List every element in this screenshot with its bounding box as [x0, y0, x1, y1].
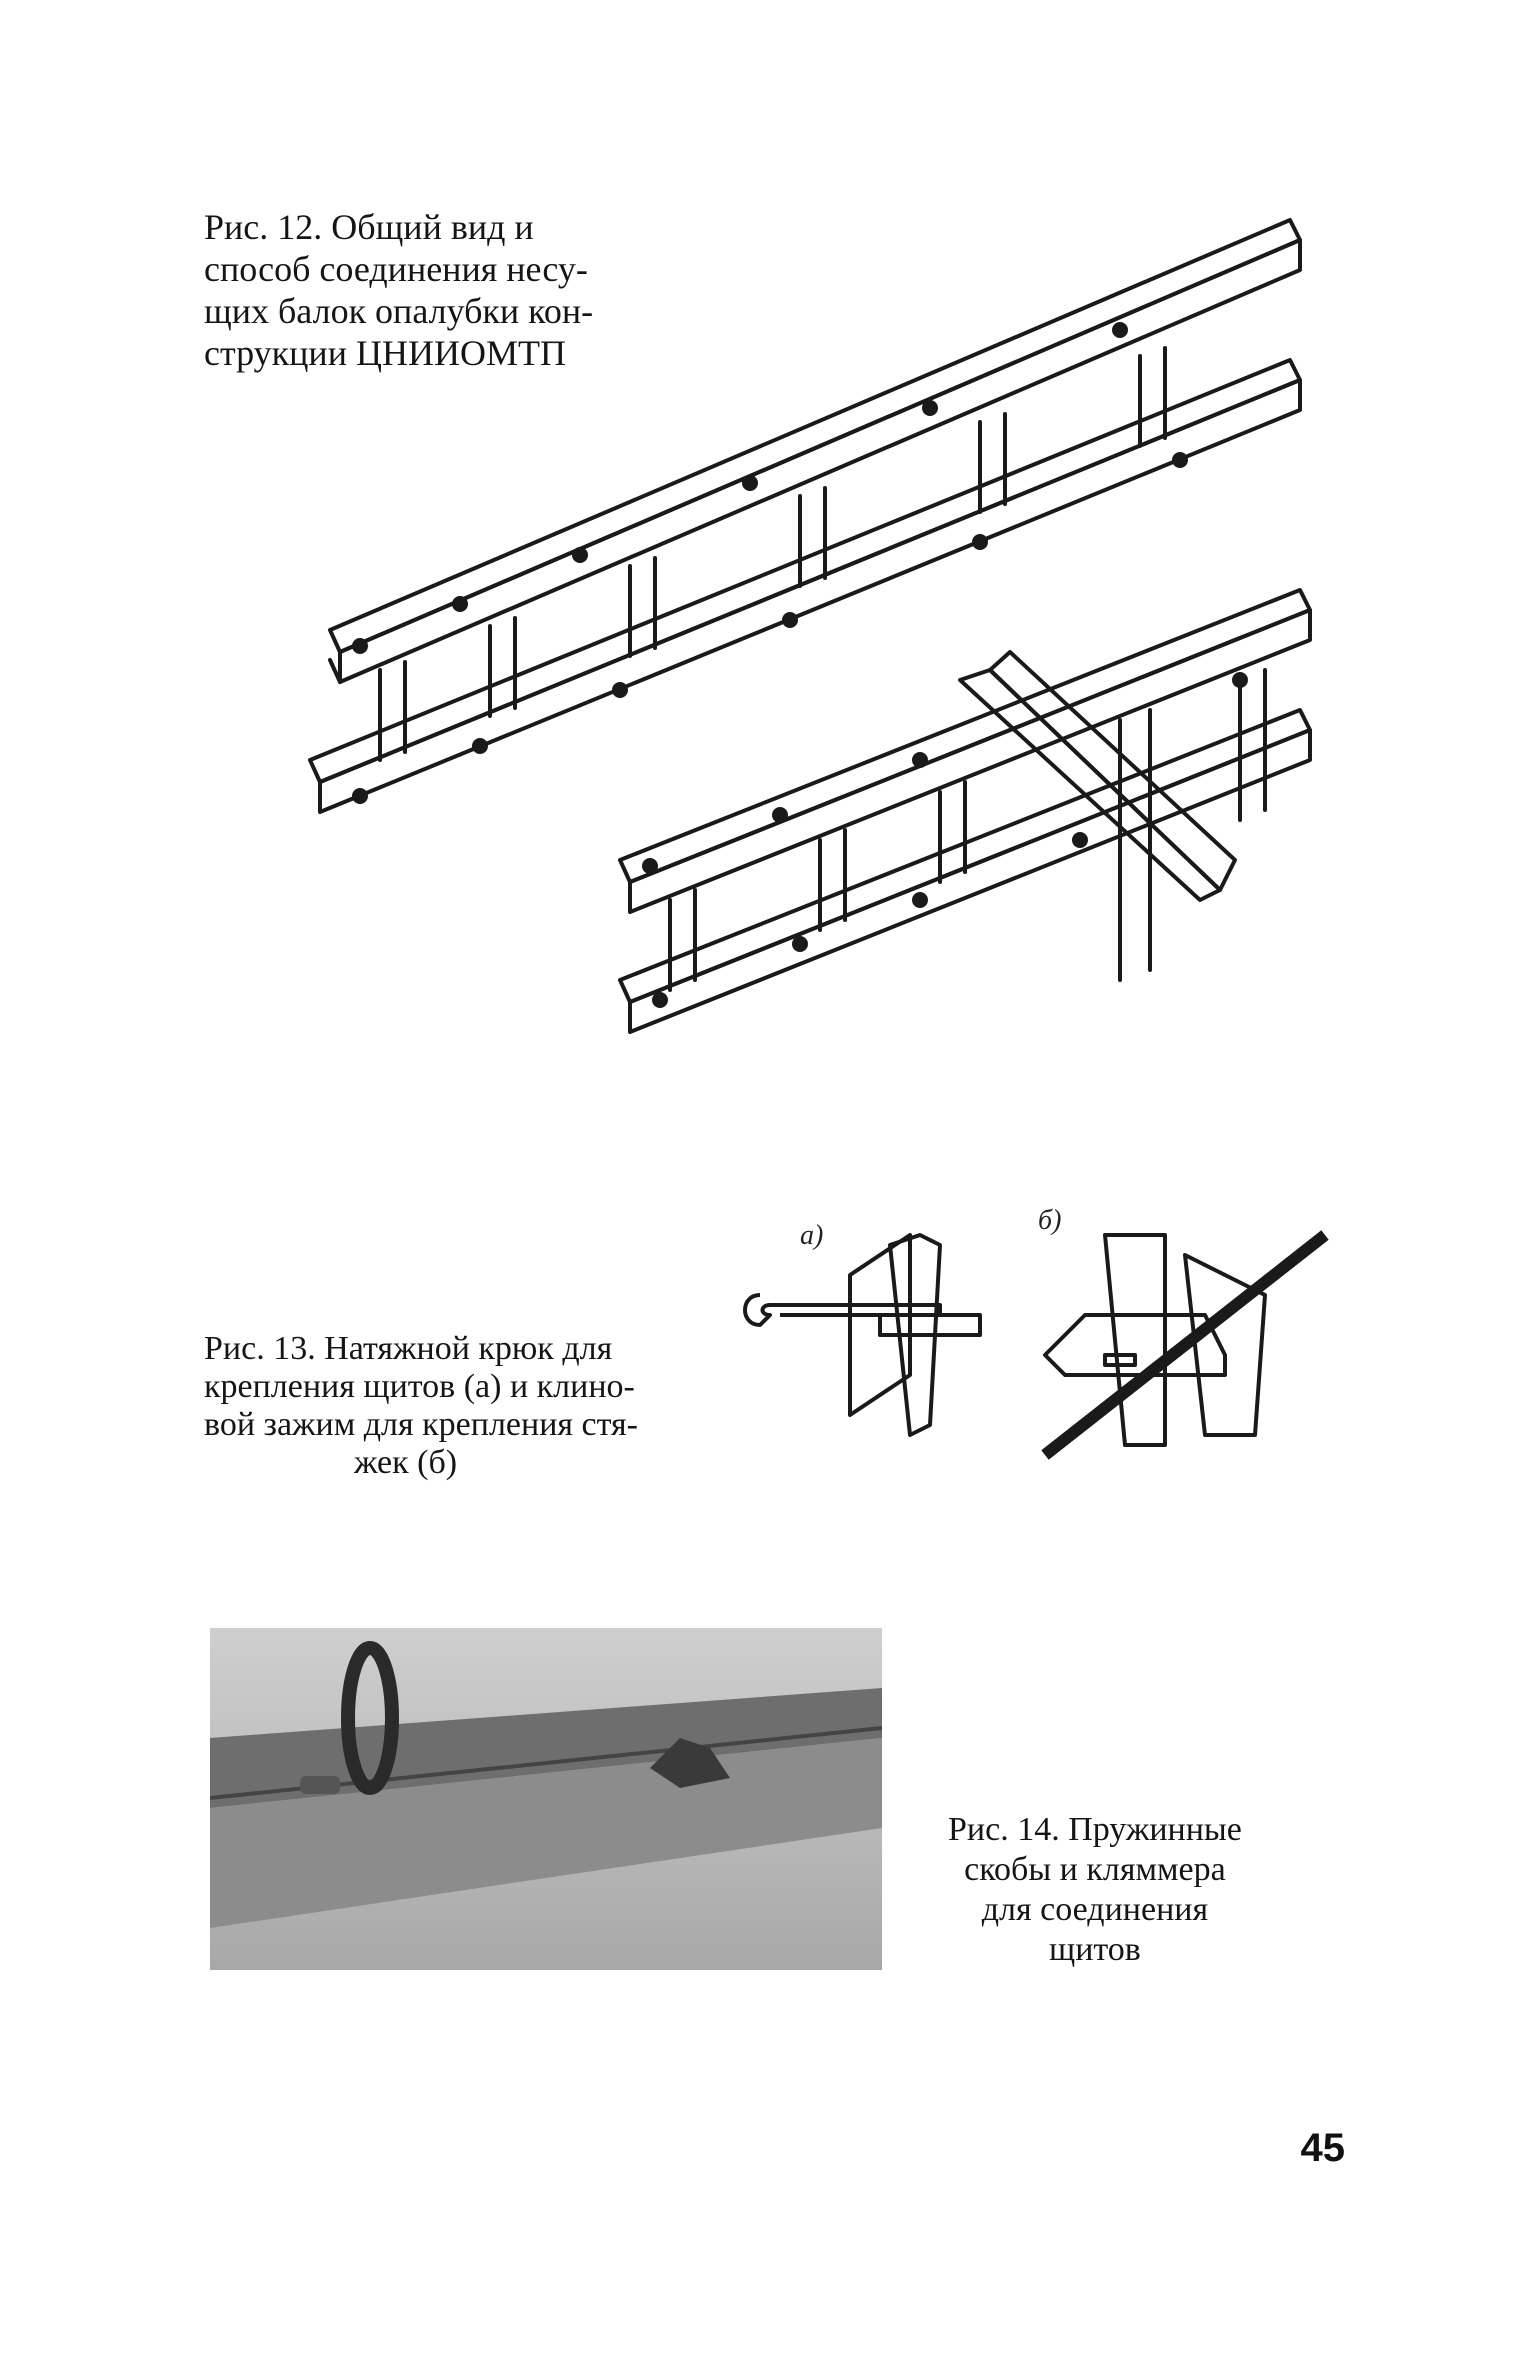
fig13-caption — [204, 1330, 638, 1482]
fig13-label-b: б) — [1038, 1205, 1062, 1236]
fig13-caption-line: Рис. 13. Натяжной крюк для — [204, 1330, 613, 1367]
fig14-caption-line: щитов — [1049, 1931, 1141, 1968]
fig13-label-a: а) — [800, 1220, 824, 1251]
fig12-caption-line: способ соединения несу- — [204, 249, 588, 289]
fig12-caption-line: щих балок опалубки кон- — [204, 291, 594, 331]
fig12-beam-drawing — [300, 200, 1340, 1070]
fig13-caption-line: вой зажим для крепления стя- — [204, 1406, 638, 1443]
fig14-caption-line: для соединения — [981, 1891, 1209, 1928]
fig14-photo-content — [210, 1628, 882, 1970]
fig14-caption — [948, 1810, 1242, 1970]
beam-upper-top-channel — [330, 220, 1300, 652]
fig13a-tension-hook — [740, 1215, 1030, 1455]
beam-cross-channel — [960, 670, 1220, 900]
fig14-photo — [210, 1628, 882, 1970]
fig13-caption-line: жек (б) — [354, 1444, 458, 1481]
page-number: 45 — [1300, 2126, 1345, 2170]
fig14-caption-line: Рис. 14. Пружинные — [948, 1811, 1242, 1848]
fig12-caption-line: Рис. 12. Общий вид и — [204, 207, 534, 247]
beam-upper-bolts — [354, 324, 1186, 802]
beam-upper-spacers — [380, 348, 1165, 760]
fig14-caption-line: скобы и кляммера — [964, 1851, 1226, 1888]
fig13b-wedge-clamp — [1025, 1215, 1345, 1475]
fig12-caption-line: струкции ЦНИИОМТП — [204, 333, 566, 373]
fig13-caption-line: крепления щитов (а) и клино- — [204, 1368, 635, 1405]
